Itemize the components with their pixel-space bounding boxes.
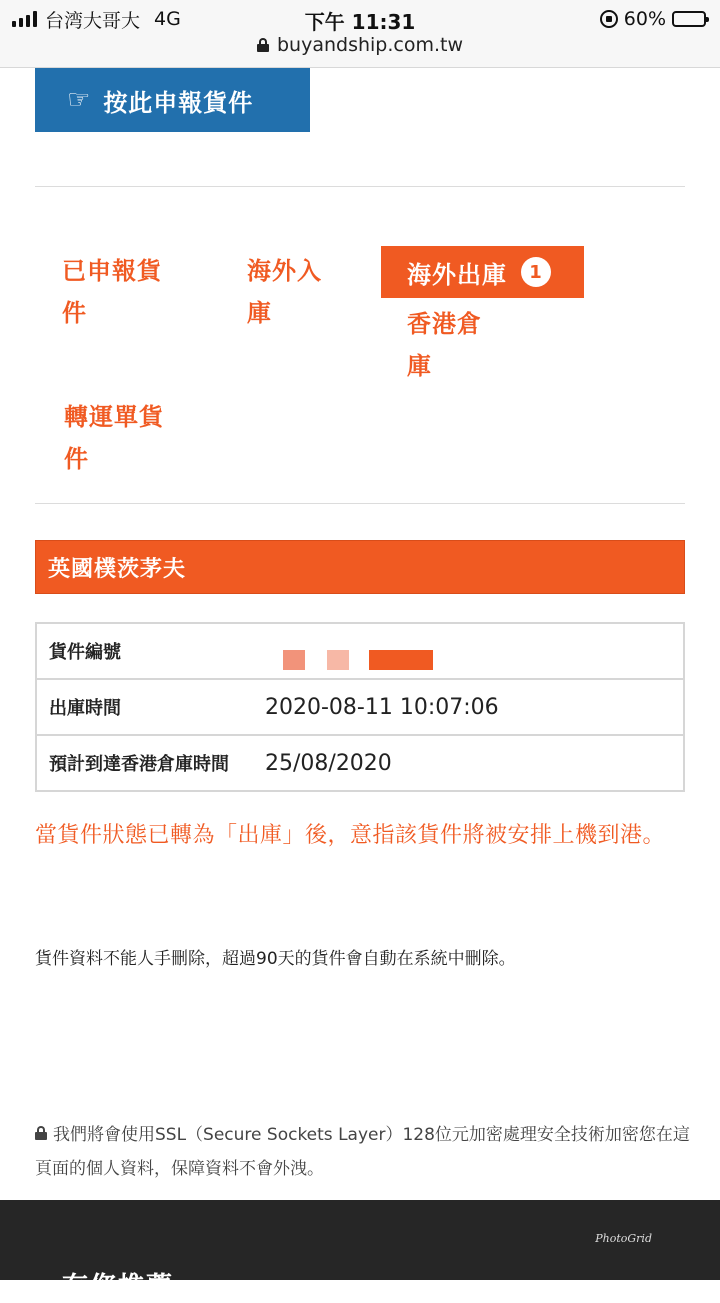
shipment-info-table [35,622,685,792]
eta-value: 25/08/2020 [265,750,392,776]
shipment-number-label: 貨件編號 [49,642,121,663]
footer [0,1200,720,1302]
outbound-time-label: 出庫時間 [49,698,121,719]
divider [35,503,685,504]
tab-count-badge: 1 [521,257,551,287]
declare-shipment-label: 按此申報貨件 [103,88,254,117]
tab-overseas-inbound[interactable]: 海外入庫 [247,257,322,327]
outbound-time-value: 2020-08-11 10:07:06 [265,694,499,720]
status-right [600,6,706,32]
lock-icon [257,38,269,52]
tab-overseas-outbound[interactable] [381,246,584,298]
network-type: 4G [154,8,181,30]
footer-heading: 有您推薦 [62,1272,175,1302]
carrier-name: 台湾大哥大 [45,9,141,32]
outbound-notice: 當貨件狀態已轉為「出庫」後，意指該貨件將被安排上機到港。 [35,823,666,848]
table-row [37,736,683,792]
tab-declared[interactable]: 已申報貨件 [62,257,162,327]
divider [35,186,685,187]
rotation-lock-icon [600,10,618,28]
url-text[interactable]: buyandship.com.tw [276,34,464,56]
tab-overseas-outbound-label: 海外出庫 [407,260,507,289]
deletion-note: 貨件資料不能人手刪除，超過90天的貨件會自動在系統中刪除。 [35,949,516,969]
battery-percent: 60% [623,8,666,30]
redaction-mark [369,650,433,670]
battery-icon [672,11,706,27]
eta-label: 預計到達香港倉庫時間 [49,754,229,775]
table-row [37,624,683,680]
tab-hk-warehouse[interactable]: 香港倉庫 [407,310,482,380]
table-row [37,680,683,736]
declare-shipment-button[interactable] [35,68,310,132]
lock-icon [35,1126,47,1140]
watermark: PhotoGrid [595,1232,652,1245]
status-bar [0,0,720,68]
warehouse-header [35,540,685,594]
ssl-note-text: 我們將會使用SSL（Secure Sockets Layer）128位元加密處理安全技術加密您在這頁面的個人資料，保障資料不會外洩。 [35,1125,690,1179]
redaction-mark [283,650,305,670]
redaction-mark [327,650,349,670]
ssl-note [35,1118,690,1186]
warehouse-title: 英國樸茨茅夫 [48,556,187,582]
hand-pointer-icon: ☞ [67,85,92,115]
status-time: 下午 11:31 [304,10,416,34]
address-bar[interactable] [0,34,720,56]
tab-forwarding[interactable]: 轉運單貨件 [64,403,164,473]
